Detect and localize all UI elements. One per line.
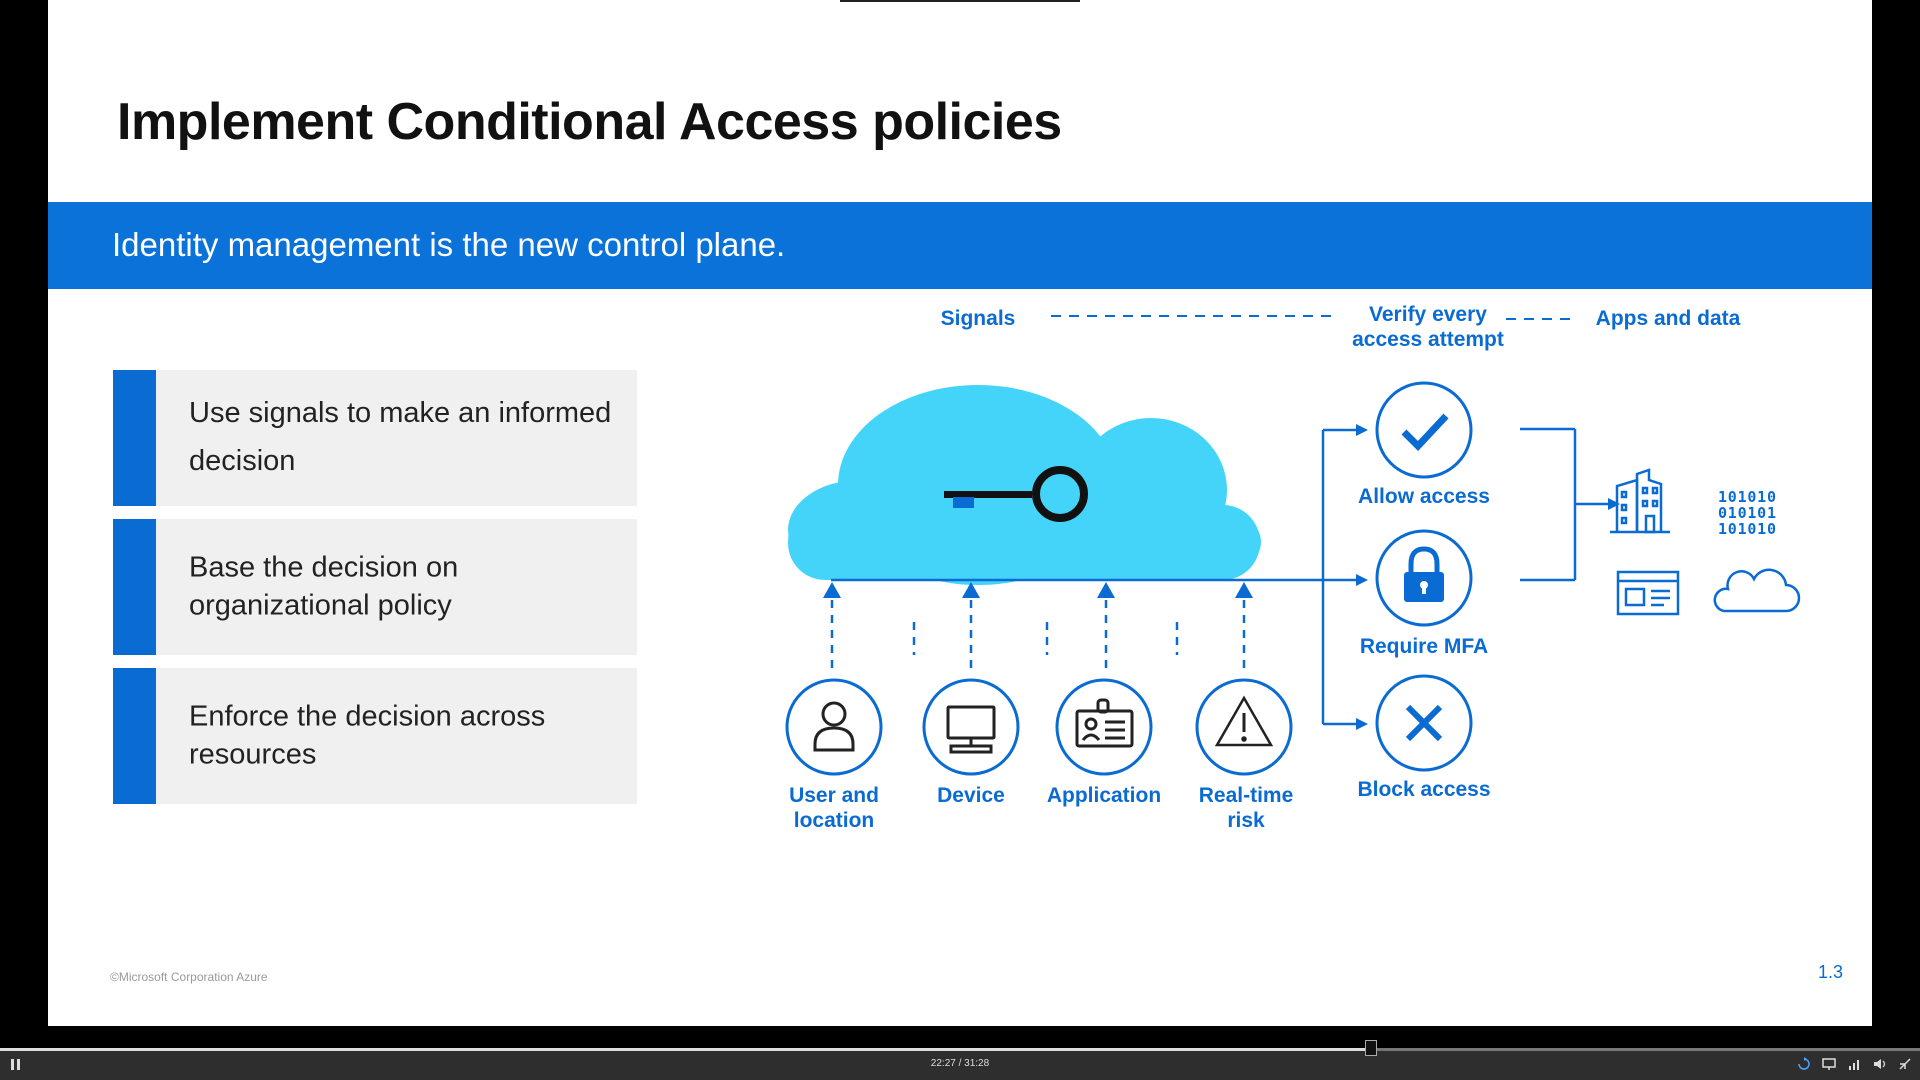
conditional-access-diagram xyxy=(48,0,1872,1026)
copyright-footer: ©Microsoft Corporation Azure xyxy=(110,970,268,984)
verify-header-line2: access attempt xyxy=(1352,328,1504,351)
replay-icon[interactable] xyxy=(1797,1057,1811,1071)
application-label: Application xyxy=(1046,784,1162,807)
risk-label-line1: Real-time xyxy=(1198,784,1294,807)
screen-icon[interactable] xyxy=(1822,1057,1836,1071)
exit-fullscreen-icon[interactable] xyxy=(1898,1057,1912,1071)
progress-bar[interactable] xyxy=(0,1048,1920,1051)
application-circle xyxy=(1057,680,1151,774)
slide-number: 1.3 xyxy=(1818,962,1844,982)
svg-text:101010: 101010 xyxy=(1718,520,1776,538)
allow-circle xyxy=(1377,383,1471,477)
slide-title: Implement Conditional Access policies xyxy=(117,93,1062,151)
verify-header-line1: Verify every xyxy=(1369,303,1487,326)
progress-fill xyxy=(0,1048,1370,1051)
svg-text:101010: 101010 xyxy=(1718,488,1776,506)
device-label: Device xyxy=(937,784,1005,807)
signal-arrows xyxy=(832,600,1244,675)
block-access-label: Block access xyxy=(1357,778,1491,801)
banner-text: Identity management is the new control plane. xyxy=(112,226,786,263)
card-text: Enforce the decision across resources xyxy=(189,700,546,770)
apps-header: Apps and data xyxy=(1595,307,1741,330)
risk-label-line2: risk xyxy=(1227,809,1265,832)
arrow-head xyxy=(1356,574,1368,586)
decision-branch xyxy=(1323,430,1358,724)
building-icon xyxy=(1610,470,1670,532)
video-player-controls xyxy=(0,1048,1920,1080)
require-mfa-label: Require MFA xyxy=(1359,635,1489,658)
web-page-icon xyxy=(1618,572,1678,614)
arrow-head xyxy=(1356,424,1368,436)
user-location-label-line2: location xyxy=(793,809,875,832)
cloud-outline-icon xyxy=(1715,570,1799,611)
card-text: Base the decision on organizational policy xyxy=(189,551,459,621)
time-readout: 22:27 / 31:28 xyxy=(930,1058,990,1069)
cloud-icon xyxy=(788,385,1261,585)
binary-data-icon xyxy=(1718,488,1776,538)
signal-arrow-heads xyxy=(823,582,1253,598)
apps-merge xyxy=(1520,429,1608,580)
user-location-label-line1: User and xyxy=(789,784,879,807)
signals-header: Signals xyxy=(940,307,1016,330)
progress-thumb[interactable] xyxy=(1365,1040,1377,1056)
arrow-head xyxy=(1356,718,1368,730)
card-text: Use signals to make an informed decision xyxy=(189,397,612,477)
signal-icon[interactable] xyxy=(1848,1057,1862,1071)
svg-text:010101: 010101 xyxy=(1718,504,1776,522)
device-circle xyxy=(924,680,1018,774)
allow-access-label: Allow access xyxy=(1358,485,1490,508)
volume-icon[interactable] xyxy=(1873,1057,1887,1071)
slide xyxy=(48,0,1872,1026)
